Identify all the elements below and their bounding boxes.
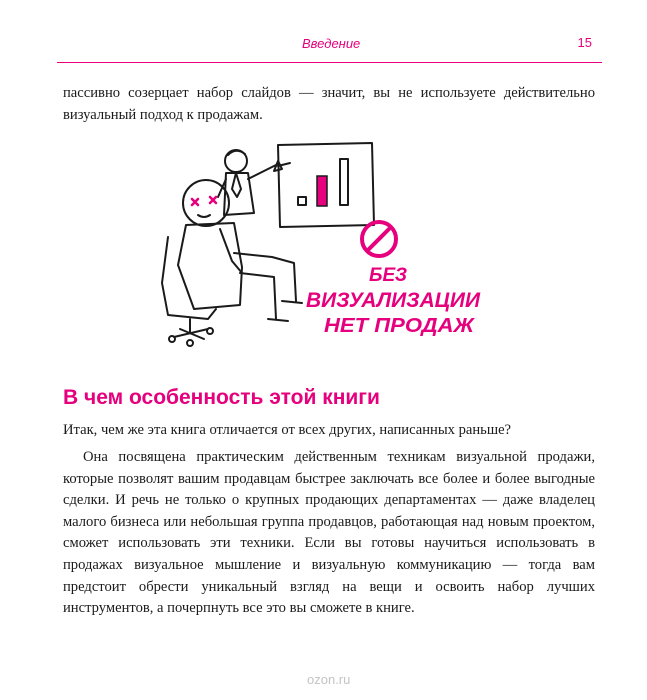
page-number: 15 [577, 35, 592, 50]
body-paragraph: Она посвящена практическим действенным техникам визуальной продажи, которые позволят вашим продавцам быстрее заключать все более и более выгодные сделки. И речь не только о крупных продающих департаментах — даже владелец малого бизнеса или небольшая группа продавцов, работающая над новым проектом, сможет использовать эти техники. Если вы готовы научиться использовать в продажах визуальное мышление и визуальную коммуникацию — тогда вам предстоит обрести уникальный взгляд на вещи и освоить набор лучших инструментов, а почерпнуть все это вы сможете в книге. [63, 449, 595, 617]
caption-line-3: НЕТ ПРОДАЖ [324, 315, 476, 337]
chart-bar-highlight [317, 176, 327, 206]
sleeper-body [178, 223, 242, 309]
question-paragraph: Итак, чем же эта книга отличается от всех других, написанных раньше? [63, 422, 512, 438]
office-chair [162, 237, 216, 319]
caption-line-2: ВИЗУАЛИЗАЦИИ [306, 289, 481, 312]
caption-line-1: БЕЗ [369, 265, 408, 286]
running-header [57, 30, 602, 63]
chapter-title: Введение [302, 36, 361, 51]
section-heading: В чем особенность этой книги [63, 386, 380, 409]
watermark: ozon.ru [307, 672, 351, 687]
no-sign-icon [362, 222, 396, 256]
sales-illustration [150, 133, 490, 358]
chart-bar-tall [340, 159, 348, 205]
intro-paragraph: пассивно созерцает набор слайдов — значит, вы не используете действительно визуальный подход к продажам. [63, 85, 595, 123]
sleeper-head [183, 180, 229, 226]
